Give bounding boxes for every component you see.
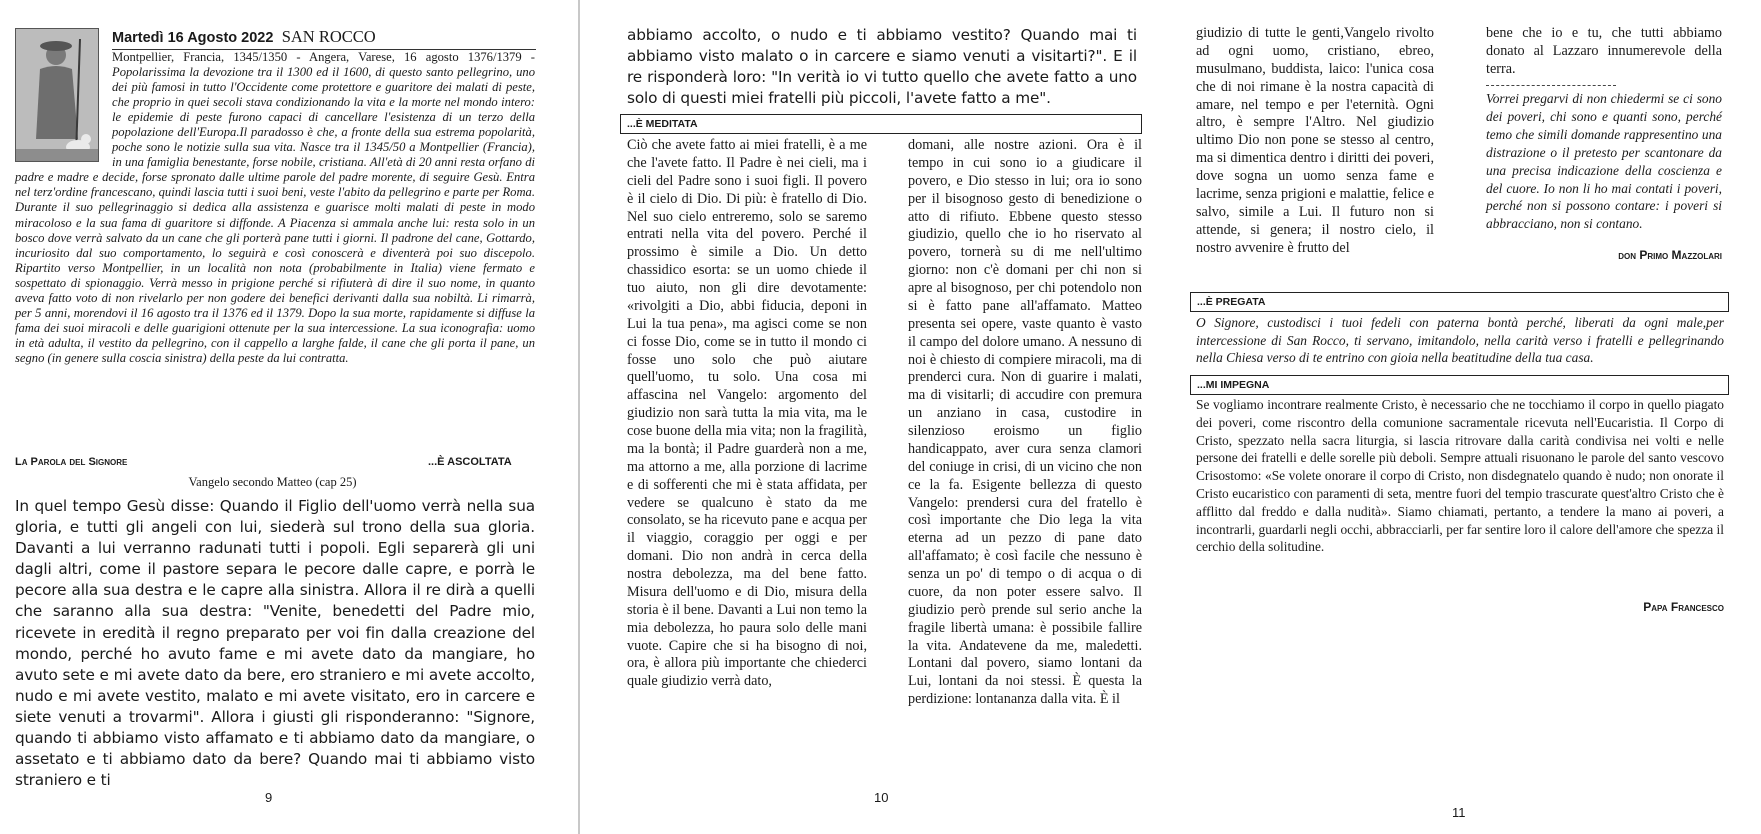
section-meditata: ...È MEDITATA bbox=[620, 114, 1142, 134]
page-divider bbox=[578, 0, 580, 834]
date-heading bbox=[112, 27, 536, 50]
gospel-reference: Vangelo secondo Matteo (cap 25) bbox=[188, 475, 357, 489]
gospel-text: In quel tempo Gesù disse: Quando il Figlio dell'uomo verrà nella sua gloria, e tutti gli angeli con lui, siederà sul trono della sua gloria. Davanti a lui verranno radunati tutti i popoli. Egli separerà gli uni dagli altri, come il pastore separa le pecore dalle capre, e porrà le pecore alla sua destra e le capre alla sinistra. Allora il re dirà a quelli che saranno alla sua destra: "Venite, benedetti del Padre mio, ricevete in eredità il regno preparato per voi fin dalla creazione del mondo, perché ho avuto fame e mi avete dato da mangiare, ho avuto sete e mi avete dato da bere, ero straniero e mi avete accolto, nudo e mi avete vestito, malato e mi avete visitato, ero in carcere e siete venuti a trovarmi". Allora i giusti gli risponderanno: "Signore, quando ti abbiamo visto affamato e ti abbiamo dato da mangiare, o assetato e ti abbiamo dato da bere? Quando mai ti abbiamo visto straniero e ti bbox=[15, 497, 535, 790]
section-parola: La Parola del Signore bbox=[15, 456, 128, 468]
section-ascoltata: ...È ASCOLTATA bbox=[428, 456, 512, 468]
date: Martedì 16 Agosto 2022 bbox=[112, 30, 274, 46]
meditation-column-3: giudizio di tutte le genti,Vangelo rivolto ad ogni uomo, cristiano, ebreo, musulmano, buddista, laico: l'unica cosa che di noi rimane è la nostra capacità di amare, nel tempo e per l'eternità. Ogni altro, è sempre l'Altro. Nel giudizio ultimo Dio non pone se stesso al centro, ma si dimentica dentro i diritti dei poveri, dove sogna un uomo senza fame e lacrime, senza prigioni e malattie, felice e salvo, simile a Lui. Il futuro non si attende, si genera; il nostro cielo, il nostro avvenire è frutto del bbox=[1196, 25, 1434, 256]
bio-text: - Popolarissima la devozione tra il 1300 ed il 1600, di questo santo pellegrino, uno dei più famosi in tutto l'Occidente come protettore e guaritore dei malati di peste, che proprio in quei secoli stava condizionando la vita e la morte nel mondo intero: le epidemie di peste furono capaci di cancellare l'esistenza di un terzo della popolazione dell'Europa.Il paradosso è che, a fronte della sua estrema popolarità, poche sono le notizie sulla sua vita. Nasce tra il 1345/50 a Montpellier (Francia), in una famiglia benestante, forse nobile, cristiana. All'età di 20 anni resta orfano di padre e madre e decide, forse spronato dalle ultime parole del padre morente, di seguire Gesù. Entra nel terz'ordine francescano, quindi lascia tutti i suoi beni, veste l'abito da pellegrino e parte per Roma. Durante il suo pellegrinaggio si dedica alla assistenza e guarisce molti malati di peste in modo miracoloso e la sua fama di guaritore si diffonde. A Piacenza si ammala anche lui: resta solo in un bosco dove verrà salvato da un cane che gli porterà pane tutti i giorni. Il padrone del cane, Gottardo, incuriosito dal suo comportamento, lo seguirà e così conoscerà e diventerà poi suo discepolo. Ripartito verso Montpellier, in un località non nota (probabilmente in Italia) viene fermato e sospettato di spionaggio. Verrà messo in prigione perché si rifiuterà di dire il suo nome, in quanto aveva fatto voto di non rivelarlo per non godere dei benefici derivanti dalla sua nobiltà. Li rimarrà, per 5 anni, morendovi il 16 agosto tra il 1376 ed il 1379. Dopo la sua morte, rapidamente si diffuse la fama dei suoi miracoli e delle guarigioni ottenute per la sua intercessione. La sua iconografia: uomo in età adulta, il vestito da pellegrino, con il cappello a larghe falde, il cane che gli porta il pane, un segno (in genere sulla coscia sinistra) della peste da lui contratta. bbox=[15, 50, 536, 365]
gospel-continuation: abbiamo accolto, o nudo e ti abbiamo vestito? Quando mai ti abbiamo visto malato o in carcere e siamo venuti a visitarti?". E il re risponderà loro: "In verità io vi tutto quello che avete fatto a uno solo di questi miei fratelli più piccoli, l'avete fatto a me". bbox=[627, 26, 1137, 107]
bio-place: Montpellier, Francia, 1345/1350 - Angera, Varese, 16 agosto 1376/1379 bbox=[112, 50, 522, 64]
saint-biography bbox=[15, 50, 535, 366]
quote-author: don Primo Mazzolari bbox=[1618, 248, 1722, 262]
mazzolari-quote: Vorrei pregarvi di non chiedermi se ci sono dei poveri, chi sono e quanti sono, perché temo che simili domande rappresentino una distrazione o il pretesto per scantonare da una precisa indicazione della coscienza e del cuore. Io non li ho mai contati i poveri, perché non si possono contare: i poveri si abbracciano, non si contano. bbox=[1486, 91, 1722, 232]
quote-separator bbox=[1486, 83, 1616, 90]
page-number-11: 11 bbox=[1452, 805, 1466, 820]
meditation-column-4: bene che io e tu, che tutti abbiamo donato al Lazzaro innumerevole della terra. bbox=[1486, 25, 1722, 77]
prayer-text: O Signore, custodisci i tuoi fedeli con paterna bontà perché, liberati da ogni male,per intercessione di San Rocco, ti servano, imitandolo, nella carità verso i fratelli e pellegrinando nella Chiesa verso di te entrino con gioia nella beatitudine della tua casa. bbox=[1196, 315, 1724, 366]
page-number-9: 9 bbox=[265, 790, 273, 805]
section-impegna: ...MI IMPEGNA bbox=[1190, 375, 1729, 395]
meditation-column-1: Ciò che avete fatto ai miei fratelli, è a me che l'avete fatto. Il Padre è nei cieli, ma i cieli del Padre sono i suoi figli. Il povero è il cielo di Dio. Di più: è fratello di Dio. Nel suo cielo entreremo, solo se saremo entrati nella vita del povero. Perché il prossimo è simile a Dio. Un detto chassidico esorta: se un uomo chiede il tuo aiuto, non gli dire devotamente: «rivolgiti a Dio, abbi fiducia, deponi in Lui la tua pena», ma agisci come se non ci fosse Dio, come se in tutto il mondo ci fosse uno solo che può aiutare quell'uomo, tu solo. Una cosa mi affascina nel Vangelo: argomento del giudizio non sarà tutta la mia vita, ma le cose buone della mia vita; non la fragilità, ma la bontà; il Padre guarderà non a me, ma attorno a me, alla porzione di lacrime e di sofferenti che mi è stata affidata, per vedere se qualcuno è stato da me consolato, se ha ricevuto pane e acqua per il viaggio, coraggio per oggi e per domani. Dio non andrà in cerca della nostra debolezza, ma del bene fatto. Misura dell'uomo e di Dio, misura della storia è il bene. Davanti a Lui non temo la mia debolezza, ho paura solo delle mani vuote. Capire che si ha bisogno di noi, ora, è allora più importante che chiederci quale giudizio verrà dato, bbox=[627, 137, 867, 690]
page-number-10: 10 bbox=[874, 790, 889, 805]
meditation-column-2: domani, alle nostre azioni. Ora è il tempo in cui sono io a giudicare il povero, e Dio stesso in lui; ora io sono per il bisognoso gesto di benedizione o atto di rifiuto. Ebbene questo stesso giudizio, quello che io ho riservato al povero, tornerà su di me nell'ultimo giorno: non c'è domani per chi non si apre al bisognoso, per chi potendolo non si è fatto pane all'affamato. Matteo presenta sei opere, vaste quanto è vasto il campo del dolore umano. A nessuno di noi è chiesto di compiere miracoli, ma di prenderci cura. Non di guarire i malati, ma di visitarli; di accudire con premura un anziano in casa, custodire in silenzioso eroismo un figlio handicappato, aver cura senza clamori del coniuge in crisi, di un vicino che non ce la fa. Esigente bellezza di questo Vangelo: prendersi cura del fratello è così importante che Dio lega la vita eterna ad un pezzo di pane dato all'affamato; è così facile che nessuno è senza un po' di tempo o di acqua o di cuore, da non poter essere salvo. Il giudizio però prende sul serio anche la fragile libertà umana: è possibile fallire la vita. Andatevene da me, maledetti. Lontani dal povero, siamo lontani da Lui, lontani da noi stessi. È questa la perdizione: lontananza dalla vita. È il bbox=[908, 137, 1142, 708]
impegna-text: Se vogliamo incontrare realmente Cristo, è necessario che ne tocchiamo il corpo in quello piagato dei poveri, come riscontro della comunione sacramentale ricevuta nell'Eucaristia. Il Corpo di Cristo, spezzato nella sacra liturgia, si lascia ritrovare dalla carità condivisa nei volti e nelle persone dei fratelli e delle sorelle più deboli. Sempre attuali risuonano le parole del santo vescovo Crisostomo: «Se volete onorare il corpo di Cristo, non disdegnatelo quando è nudo; non onorate il Cristo eucaristico con paramenti di seta, mentre fuori del tempio trascurate quest'altro Cristo che è afflitto dal freddo e dalla nudità». Siamo chiamati, pertanto, a tendere la mano ai poveri, a incontrarli, guardarli negli occhi, abbracciarli, per far sentire loro il calore dell'amore che spezza il cerchio della solitudine. bbox=[1196, 397, 1724, 555]
page-9 bbox=[0, 0, 578, 834]
saint-name: SAN ROCCO bbox=[281, 27, 376, 46]
impegna-author: Papa Francesco bbox=[1643, 600, 1724, 614]
section-pregata: ...È PREGATA bbox=[1190, 292, 1729, 312]
